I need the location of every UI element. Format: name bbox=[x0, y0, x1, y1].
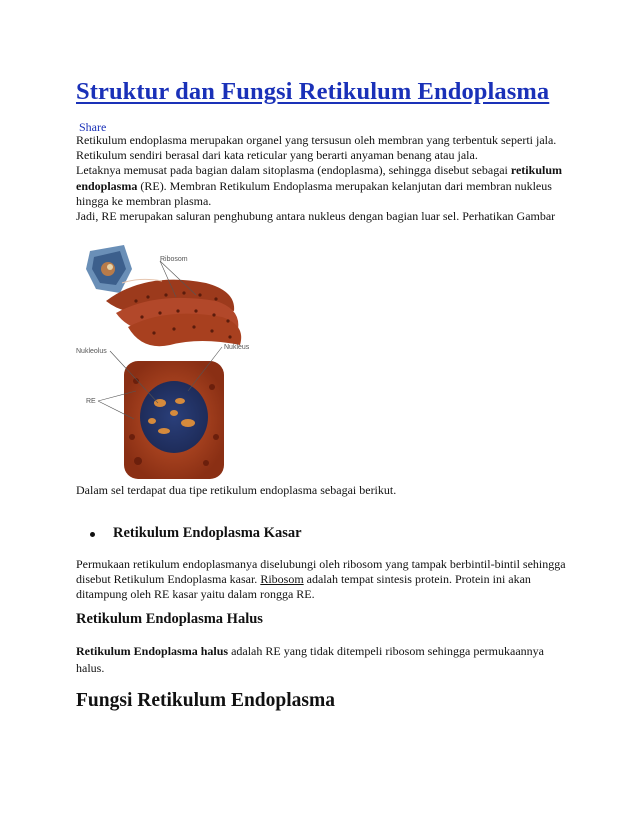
halus-paragraph bbox=[76, 643, 566, 676]
intro-paragraph bbox=[76, 133, 566, 224]
halus-term-bold: Retikulum Endoplasma halus bbox=[76, 644, 229, 658]
re-illustration bbox=[76, 241, 266, 486]
fungsi-heading: Fungsi Retikulum Endoplasma bbox=[76, 690, 335, 711]
kasar-text-pre: Permukaan retikulum endoplasmanya diselubungi oleh ribosom yang tampak berbintil-bintil sehingga disebut Retikulum Endoplasma kasar. bbox=[76, 557, 566, 587]
kasar-text-post: adalah tempat sintesis protein. Protein ini akan ditampung oleh RE kasar yaitu dalam rongga RE. bbox=[76, 572, 531, 602]
types-intro: Dalam sel terdapat dua tipe retikulum endoplasma sebagai berikut. bbox=[76, 483, 397, 497]
intro-sentence-1: Retikulum endoplasma merupakan organel yang tersusun oleh membran yang terbentuk seperti jala. Retikulum sendiri berasal dari kata reticular yang berarti anyaman benang atau jala. bbox=[76, 133, 557, 163]
label-ribosom: Ribosom bbox=[160, 256, 188, 263]
kasar-heading: Retikulum Endoplasma Kasar bbox=[113, 525, 302, 541]
halus-heading: Retikulum Endoplasma Halus bbox=[76, 611, 263, 627]
nucleus-3d-icon bbox=[86, 245, 132, 293]
label-nukleus: Nukleus bbox=[224, 344, 250, 351]
halus-text: adalah RE yang tidak ditempeli ribosom sehingga permukaannya halus. bbox=[76, 644, 544, 675]
intro-sentence-2-pre: Letaknya memusat pada bagian dalam sitoplasma (endoplasma), sehingga disebut sebagai bbox=[76, 163, 508, 178]
page-title[interactable]: Struktur dan Fungsi Retikulum Endoplasma bbox=[76, 78, 550, 105]
label-re: RE bbox=[86, 398, 96, 405]
ribosom-link[interactable]: Ribosom bbox=[260, 572, 304, 587]
intro-term-bold: retikulum endoplasma bbox=[76, 163, 562, 193]
list-item-kasar bbox=[90, 525, 302, 542]
intro-sentence-2-post: (RE). Membran Retikulum Endoplasma merupakan kelanjutan dari membran nukleus hingga ke membran plasma. bbox=[76, 178, 552, 208]
rough-er-icon bbox=[106, 279, 241, 346]
kasar-paragraph bbox=[76, 557, 566, 603]
intro-sentence-3: Jadi, RE merupakan saluran penghubung antara nukleus dengan bagian luar sel. Perhatikan Gambar bbox=[76, 209, 556, 224]
bullet-icon bbox=[90, 532, 95, 537]
label-nukleolus: Nukleolus bbox=[76, 348, 107, 355]
share-link[interactable]: Share bbox=[79, 120, 107, 134]
cell-micrograph-icon bbox=[124, 361, 224, 479]
